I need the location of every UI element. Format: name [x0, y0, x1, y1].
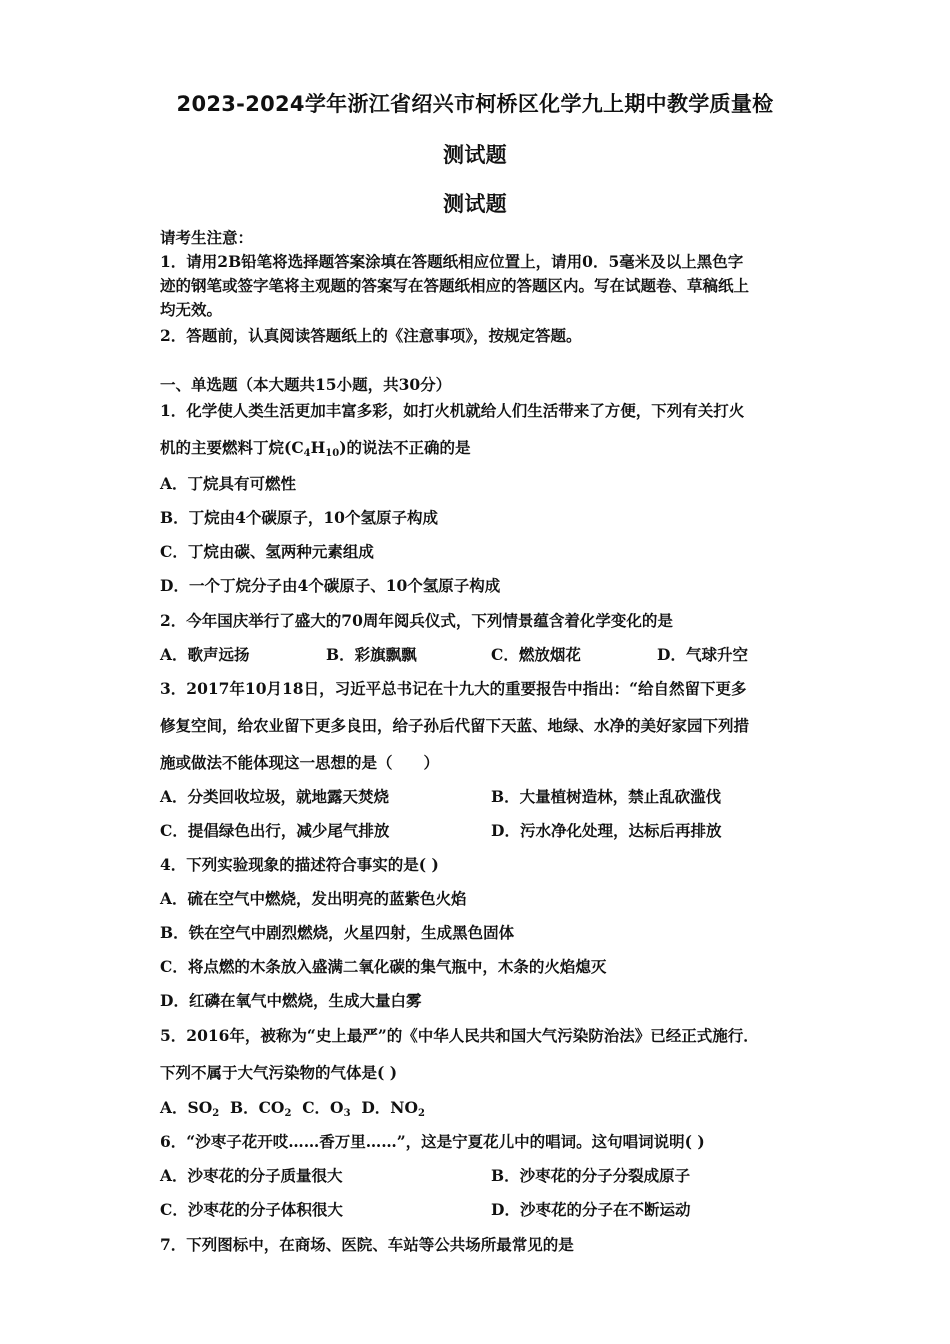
question-3-option-a: A．分类回收垃圾，就地露天焚烧 — [160, 787, 390, 806]
question-1-option-b: B．丁烷由4个碳原子，10个氢原子构成 — [160, 508, 438, 527]
exam-title-line2: 测试题 — [443, 143, 507, 167]
notice-item1-line1: 1．请用2B铅笔将选择题答案涂填在答题纸相应位置上，请用0．5毫米及以上黑色字 — [160, 252, 744, 271]
q5-option-a-sub: 2 — [212, 1108, 220, 1119]
question-1-option-d: D．一个丁烷分子由4个碳原子、10个氢原子构成 — [160, 576, 501, 595]
question-2-option-c: C．燃放烟花 — [491, 645, 581, 664]
q5-option-d-label: D．NO — [361, 1098, 418, 1117]
notice-item1-line2: 迹的钢笔或签字笔将主观题的答案写在答题纸相应的答题区内。写在试题卷、草稿纸上 — [160, 276, 750, 295]
q5-option-b-label: B．CO — [230, 1098, 285, 1117]
question-6-option-b: B．沙枣花的分子分裂成原子 — [491, 1166, 691, 1185]
question-3-option-d: D．污水净化处理，达标后再排放 — [491, 821, 722, 840]
q5-option-d — [361, 1098, 425, 1117]
question-2-option-b: B．彩旗飘飘 — [326, 645, 417, 664]
question-4-stem: 4．下列实验现象的描述符合事实的是( ) — [160, 855, 439, 874]
q1-sub-a: 4 — [303, 448, 311, 459]
notice-item1-line3: 均无效。 — [160, 300, 223, 319]
question-3-line2: 修复空间，给农业留下更多良田，给子孙后代留下天蓝、地绿、水净的美好家园下列措 — [160, 716, 750, 735]
question-6-option-d: D．沙枣花的分子在不断运动 — [491, 1200, 691, 1219]
question-6-stem: 6．“沙枣子花开哎……香万里……”，这是宁夏花儿中的唱词。这句唱词说明( ) — [160, 1132, 705, 1151]
question-1-line2 — [160, 438, 471, 464]
question-1-option-c: C．丁烷由碳、氢两种元素组成 — [160, 542, 374, 561]
question-2-option-d: D．气球升空 — [657, 645, 748, 664]
q1-sub-b: 10 — [325, 448, 340, 459]
question-4-option-a: A．硫在空气中燃烧，发出明亮的蓝紫色火焰 — [160, 889, 467, 908]
question-3-option-b: B．大量植树造林，禁止乱砍滥伐 — [491, 787, 722, 806]
question-4-option-d: D．红磷在氧气中燃烧，生成大量白雾 — [160, 991, 422, 1010]
question-3-line1: 3．2017年10月18日，习近平总书记在十九大的重要报告中指出：“给自然留下更多 — [160, 679, 747, 698]
notice-heading: 请考生注意： — [160, 228, 254, 247]
q5-option-b — [230, 1098, 291, 1117]
question-1-option-a: A．丁烷具有可燃性 — [160, 474, 297, 493]
exam-title-line3: 测试题 — [443, 192, 507, 216]
q1-text-pre: 机的主要燃料丁烷(C — [160, 438, 304, 457]
question-4-option-b: B．铁在空气中剧烈燃烧，火星四射，生成黑色固体 — [160, 923, 515, 942]
question-5-line1: 5．2016年，被称为“史上最严”的《中华人民共和国大气污染防治法》已经正式施行． — [160, 1026, 759, 1045]
question-2-option-a: A．歌声远扬 — [160, 645, 250, 664]
section-heading: 一、单选题（本大题共15小题，共30分） — [160, 375, 452, 394]
question-1-line1: 1．化学使人类生活更加丰富多彩，如打火机就给人们生活带来了方便，下列有关打火 — [160, 401, 745, 420]
q5-option-a-label: A．SO — [160, 1098, 213, 1117]
question-5-line2: 下列不属于大气污染物的气体是( ) — [160, 1063, 398, 1082]
question-6-option-c: C．沙枣花的分子体积很大 — [160, 1200, 343, 1219]
question-2-stem: 2．今年国庆举行了盛大的70周年阅兵仪式，下列情景蕴含着化学变化的是 — [160, 611, 673, 630]
q5-option-c — [302, 1098, 350, 1117]
q5-option-a — [160, 1098, 219, 1117]
question-5-options — [160, 1098, 425, 1124]
q5-option-d-sub: 2 — [417, 1108, 425, 1119]
exam-title-line1: 2023-2024学年浙江省绍兴市柯桥区化学九上期中教学质量检 — [176, 92, 774, 116]
q5-option-b-sub: 2 — [284, 1108, 292, 1119]
q5-option-c-label: C．O — [302, 1098, 344, 1117]
question-7-stem: 7．下列图标中，在商场、医院、车站等公共场所最常见的是 — [160, 1235, 574, 1254]
q1-text-h: H — [310, 438, 326, 457]
question-3-option-c: C．提倡绿色出行，减少尾气排放 — [160, 821, 390, 840]
q1-text-post: )的说法不正确的是 — [339, 438, 471, 457]
question-4-option-c: C．将点燃的木条放入盛满二氧化碳的集气瓶中，木条的火焰熄灭 — [160, 957, 607, 976]
question-6-option-a: A．沙枣花的分子质量很大 — [160, 1166, 343, 1185]
question-3-line3: 施或做法不能体现这一思想的是（ ） — [160, 753, 440, 772]
notice-item2: 2．答题前，认真阅读答题纸上的《注意事项》，按规定答题。 — [160, 326, 582, 345]
q5-option-c-sub: 3 — [343, 1108, 351, 1119]
